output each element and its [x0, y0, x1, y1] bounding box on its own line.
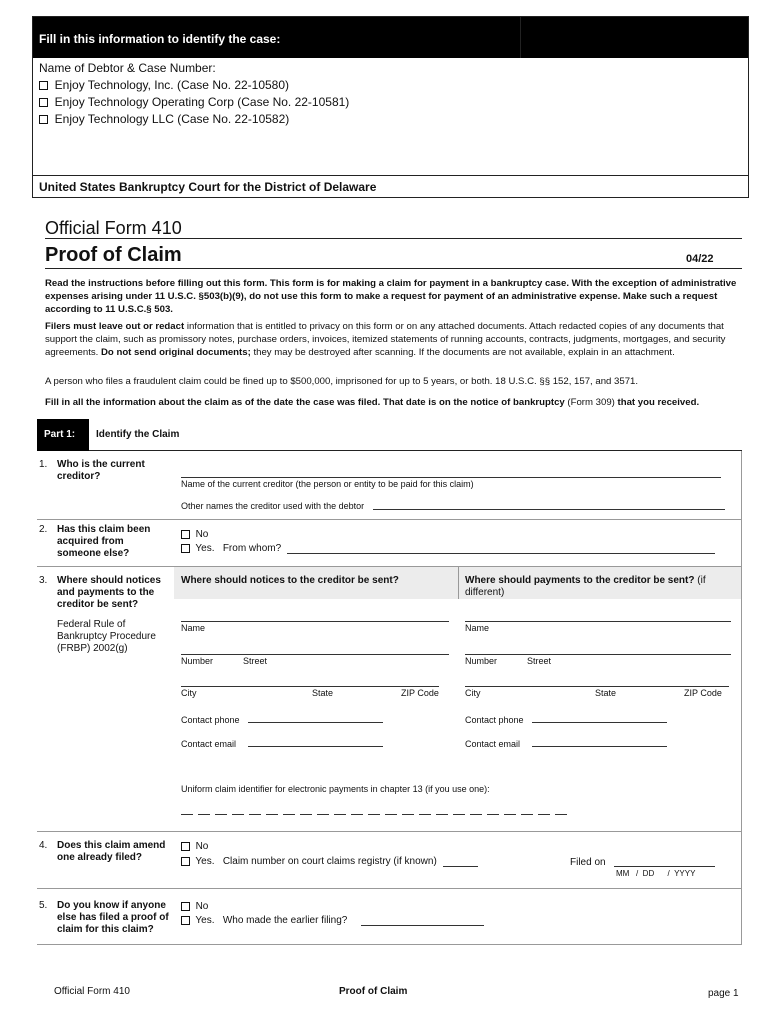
- uci-label: Uniform claim identifier for electronic payments in chapter 13 (if you use one):: [181, 784, 490, 794]
- question-number: 2.: [39, 524, 48, 535]
- filed-on-label: Filed on: [570, 857, 606, 868]
- notice-email-input[interactable]: [248, 737, 383, 747]
- part-label: Part 1:: [37, 419, 89, 451]
- title-rule: [45, 238, 742, 239]
- payment-city-input[interactable]: [465, 677, 729, 687]
- case-info-box: [32, 16, 749, 198]
- part-1-header: [37, 419, 742, 451]
- checkbox-icon[interactable]: [39, 115, 48, 124]
- creditor-name-input[interactable]: [181, 466, 721, 478]
- other-names-label: Other names the creditor used with the debtor: [181, 501, 365, 511]
- q4-yes-option[interactable]: Yes. Claim number on court claims registry (if known): [181, 856, 437, 867]
- payments-heading: Where should payments to the creditor be sent? (if different): [465, 575, 706, 598]
- checkbox-icon[interactable]: [181, 857, 190, 866]
- notice-phone-input[interactable]: [248, 713, 383, 723]
- debtor-label: Name of Debtor & Case Number:: [39, 61, 216, 75]
- creditor-name-caption: Name of the current creditor (the person or entity to be paid for this claim): [181, 479, 474, 489]
- filers-text: Filers must leave out or redact information that is entitled to privacy on this form or on any attached documents. Attach redacted copies of any documents that support the claim, such as promissory notes, purchase orders, invoices, itemized statements of running accounts, contracts, judgments, mortgages, and security agreements. Do not send original documents; they may be destroyed after scanning. If the documents are not available, explain in an attachment.: [45, 321, 726, 358]
- field-caption: Number: [465, 656, 498, 666]
- page-title: Proof of Claim: [45, 244, 182, 266]
- payment-phone-input[interactable]: [532, 713, 667, 723]
- payment-name-input[interactable]: [465, 612, 731, 622]
- right-border: [741, 451, 742, 944]
- q5-no-option[interactable]: No: [181, 901, 208, 912]
- from-whom-input[interactable]: [287, 544, 715, 554]
- field-caption: City: [181, 688, 197, 698]
- footer-title: Proof of Claim: [339, 986, 408, 997]
- checkbox-icon[interactable]: [181, 902, 190, 911]
- notice-city-input[interactable]: [181, 677, 439, 687]
- q4-no-option[interactable]: No: [181, 841, 208, 852]
- other-names-input[interactable]: [373, 499, 725, 510]
- question-number: 1.: [39, 459, 48, 470]
- checkbox-icon[interactable]: [181, 916, 190, 925]
- footer-form-name: Official Form 410: [54, 986, 130, 997]
- q5-yes-option[interactable]: Yes. Who made the earlier filing?: [181, 915, 347, 926]
- q4-question: Does this claim amend one already filed?: [57, 840, 166, 863]
- checkbox-icon[interactable]: [39, 98, 48, 107]
- checkbox-icon[interactable]: [181, 530, 190, 539]
- frbp-note: Federal Rule of Bankruptcy Procedure (FRBP) 2002(g): [57, 619, 156, 654]
- case-info-header: Fill in this information to identify the case:: [33, 17, 748, 58]
- payment-email-input[interactable]: [532, 737, 667, 747]
- fill-instruction: Fill in all the information about the claim as of the date the case was filed. That date is on the notice of bankruptcy (Form 309) that you received.: [45, 397, 700, 408]
- field-caption: State: [312, 688, 334, 698]
- field-caption: City: [465, 688, 481, 698]
- fraud-warning: A person who files a fraudulent claim could be fined up to $500,000, imprisoned for up to 5 years, or both. 18 U.S.C. §§ 152, 157, and 3571.: [45, 376, 639, 387]
- field-caption: Contact email: [181, 739, 237, 749]
- form-version: 04/22: [686, 253, 714, 265]
- field-caption: Name: [465, 623, 490, 633]
- debtor-option[interactable]: Enjoy Technology Operating Corp (Case No. 22-10581): [39, 94, 742, 111]
- earlier-filer-input[interactable]: [361, 916, 484, 926]
- claim-number-input[interactable]: [443, 857, 478, 867]
- q2-yes-option[interactable]: Yes. From whom?: [181, 543, 281, 554]
- field-caption: Name: [181, 623, 206, 633]
- field-caption: Contact email: [465, 739, 521, 749]
- q2-no-option[interactable]: No: [181, 529, 208, 540]
- q5-question: Do you know if anyone else has filed a proof of claim for this claim?: [57, 900, 169, 935]
- payment-street-input[interactable]: [465, 645, 731, 655]
- field-caption: ZIP Code: [684, 688, 722, 698]
- q3-question: Where should notices and payments to the creditor be sent?: [57, 575, 161, 610]
- intro-text: Read the instructions before filling out this form. This form is for making a claim for payment in a bankruptcy case. With the exception of administrative expenses arising under 11 U.S.C. §503(b)(9), do not use this form to make a request for payment of an administrative expense. Make such a request according to 11 U.S.C.§ 503.: [45, 278, 737, 315]
- field-caption: Contact phone: [181, 715, 240, 725]
- field-caption: State: [595, 688, 617, 698]
- checkbox-icon[interactable]: [181, 544, 190, 553]
- checkbox-icon[interactable]: [39, 81, 48, 90]
- question-number: 5.: [39, 900, 48, 911]
- form-name: Official Form 410: [45, 218, 182, 238]
- debtor-option[interactable]: Enjoy Technology, Inc. (Case No. 22-10580): [39, 77, 742, 94]
- checkbox-icon[interactable]: [181, 842, 190, 851]
- filed-on-date-input[interactable]: [614, 857, 715, 867]
- field-caption: ZIP Code: [401, 688, 439, 698]
- title-rule: [45, 268, 742, 269]
- field-caption: Number: [181, 656, 214, 666]
- notices-heading: Where should notices to the creditor be sent?: [181, 575, 399, 586]
- q1-question: Who is the current creditor?: [57, 459, 145, 482]
- question-number: 4.: [39, 840, 48, 851]
- notice-street-input[interactable]: [181, 645, 449, 655]
- date-format-hint: MM / DD / YYYY: [616, 869, 696, 878]
- court-name: United States Bankruptcy Court for the District of Delaware: [33, 175, 748, 198]
- page-number: page 1: [708, 988, 739, 999]
- question-number: 3.: [39, 575, 48, 586]
- q2-question: Has this claim been acquired from someone else?: [57, 524, 151, 559]
- part-title: Identify the Claim: [96, 429, 180, 440]
- debtor-option[interactable]: Enjoy Technology LLC (Case No. 22-10582): [39, 111, 742, 128]
- field-caption: Street: [527, 656, 552, 666]
- uci-input[interactable]: [181, 803, 567, 815]
- debtor-list: [33, 58, 748, 130]
- notice-name-input[interactable]: [181, 612, 449, 622]
- field-caption: Street: [243, 656, 268, 666]
- field-caption: Contact phone: [465, 715, 524, 725]
